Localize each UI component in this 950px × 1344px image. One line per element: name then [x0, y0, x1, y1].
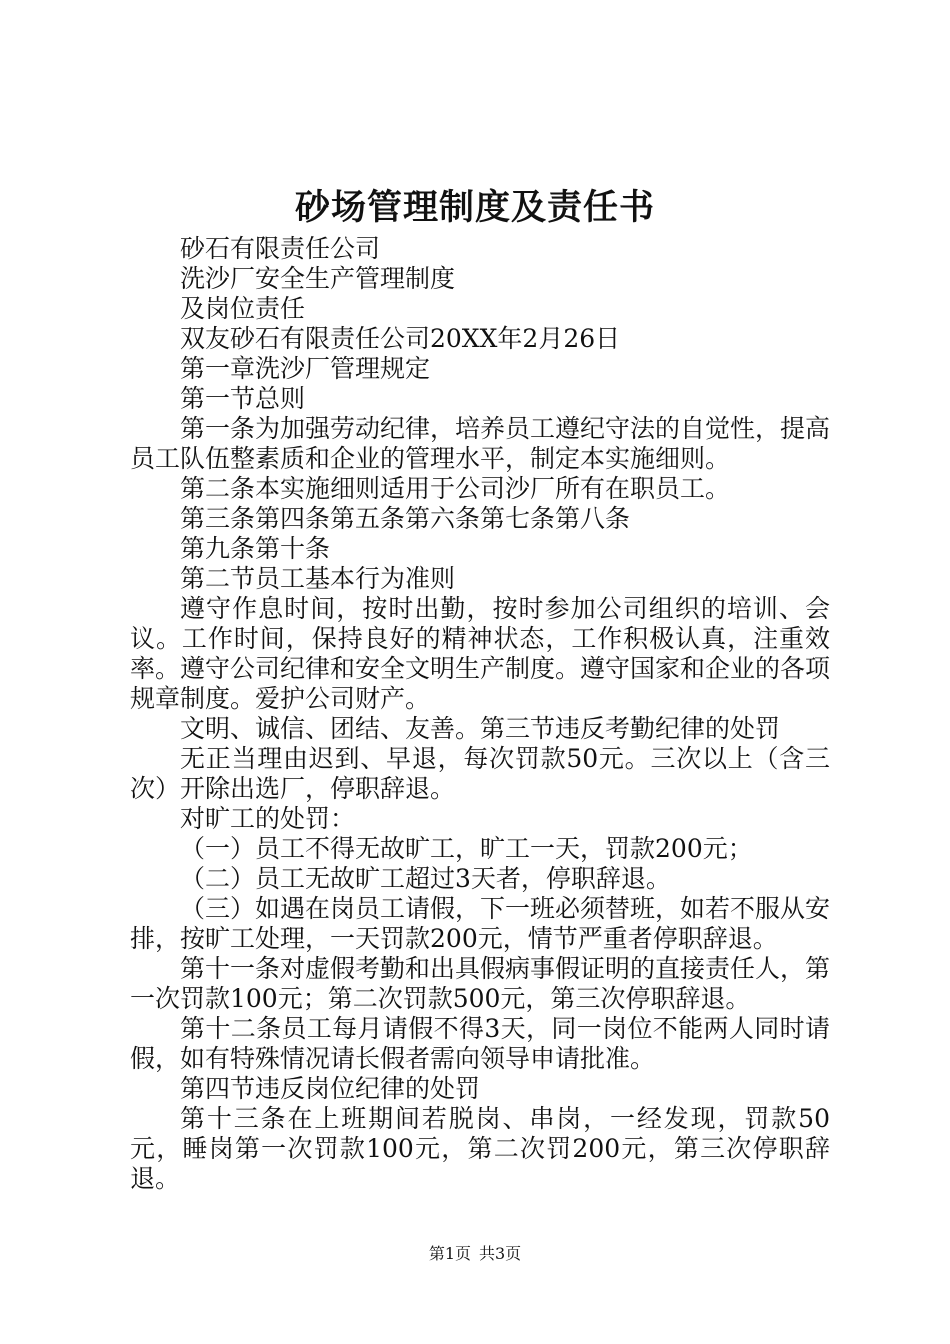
document-title: 砂场管理制度及责任书: [294, 187, 655, 228]
paragraph-section-2: 第二节员工基本行为准则: [180, 564, 456, 593]
paragraph-articles-3-8: 第三条第四条第五条第六条第七条第八条: [180, 504, 631, 533]
paragraph-company: 砂石有限责任公司: [180, 234, 381, 263]
paragraph-article-12: 第十二条员工每月请假不得3天，同一岗位不能两人同时请假，如有特殊情况请长假者需向领导申请批准。: [130, 1014, 830, 1073]
paragraph-article-13: 第十三条在上班期间若脱岗、串岗，一经发现，罚款50元，睡岗第一次罚款100元，第二次罚200元，第三次停职辞退。: [130, 1104, 830, 1193]
paragraph-article-11: 第十一条对虚假考勤和出具假病事假证明的直接责任人，第一次罚款100元；第二次罚款500元，第三次停职辞退。: [130, 954, 831, 1013]
paragraph-absence-item-1: （一）员工不得无故旷工，旷工一天，罚款200元；: [180, 834, 753, 863]
paragraph-article-2: 第二条本实施细则适用于公司沙厂所有在职员工。: [180, 474, 731, 503]
paragraph-chapter-1: 第一章洗沙厂管理规定: [180, 354, 431, 383]
paragraph-absence-item-3: （三）如遇在岗员工请假，下一班必须替班，如若不服从安排，按旷工处理，一天罚款200元，情节严重者停职辞退。: [130, 894, 831, 953]
paragraph-section-1: 第一节总则: [180, 384, 306, 413]
page-number: 第1页: [428, 1244, 471, 1263]
paragraph-company-date: 双友砂石有限责任公司20XX年2月26日: [180, 324, 621, 353]
paragraph-section-4: 第四节违反岗位纪律的处罚: [180, 1074, 481, 1103]
paragraph-absence-item-2: （二）员工无故旷工超过3天者，停职辞退。: [180, 864, 671, 893]
page-total: 共3页: [479, 1244, 522, 1263]
paragraph-article-1: 第一条为加强劳动纪律，培养员工遵纪守法的自觉性，提高员工队伍整素质和企业的管理水平，制定本实施细则。: [130, 414, 831, 473]
paragraph-regulation-title: 洗沙厂安全生产管理制度: [180, 264, 456, 293]
paragraph-conduct-rules: 遵守作息时间，按时出勤，按时参加公司组织的培训、会议。工作时间，保持良好的精神状态，工作积极认真，注重效率。遵守公司纪律和安全文明生产制度。遵守国家和企业的各项规章制度。爱护公司财产。: [130, 594, 831, 713]
paragraph-civility-section-3: 文明、诚信、团结、友善。第三节违反考勤纪律的处罚: [180, 714, 781, 743]
paragraph-absence-heading: 对旷工的处罚：: [180, 804, 356, 833]
paragraph-articles-9-10: 第九条第十条: [180, 534, 331, 563]
paragraph-lateness-penalty: 无正当理由迟到、早退，每次罚款50元。三次以上（含三次）开除出选厂，停职辞退。: [130, 744, 830, 803]
document-body: [130, 234, 830, 1194]
paragraph-post-responsibility: 及岗位责任: [180, 294, 306, 323]
page-footer: [0, 1244, 950, 1264]
